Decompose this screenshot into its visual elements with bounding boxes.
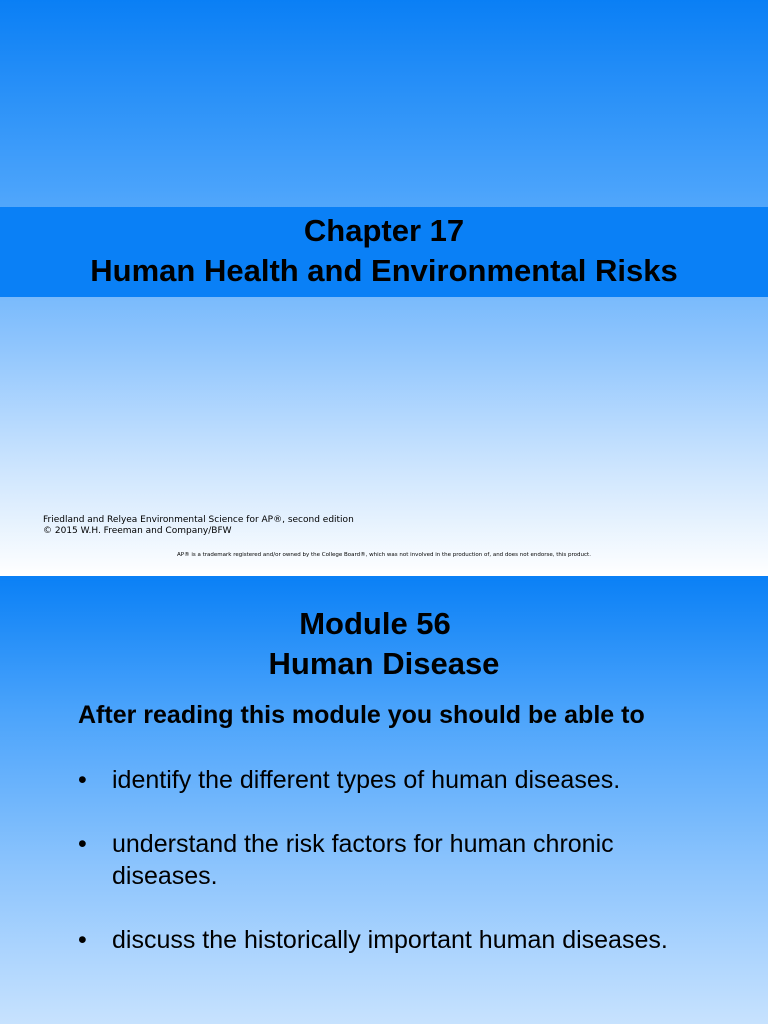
chapter-title: Human Health and Environmental Risks bbox=[90, 253, 678, 288]
textbook-credit: Friedland and Relyea Environmental Science for AP®, second edition bbox=[43, 515, 354, 525]
title-band bbox=[0, 207, 768, 297]
module-slide bbox=[0, 576, 768, 1024]
objective-text: discuss the historically important human diseases. bbox=[112, 926, 668, 954]
objectives-list bbox=[78, 764, 698, 988]
chapter-number: Chapter 17 bbox=[303, 213, 465, 248]
bullet-icon: • bbox=[78, 766, 87, 794]
objective-text: identify the different types of human diseases. bbox=[112, 766, 621, 794]
objective-text: understand the risk factors for human chronic diseases. bbox=[112, 830, 614, 890]
bullet-icon: • bbox=[78, 926, 87, 954]
trademark-notice: AP® is a trademark registered and/or owned by the College Board®, which was not involved in the production of, and does not endorse, this product. bbox=[177, 552, 591, 558]
objective-item bbox=[78, 764, 698, 796]
objective-item bbox=[78, 828, 698, 892]
module-number: Module 56 bbox=[299, 606, 451, 641]
bullet-icon: • bbox=[78, 830, 87, 858]
module-title: Human Disease bbox=[268, 646, 500, 681]
objectives-intro: After reading this module you should be able to bbox=[78, 701, 645, 729]
copyright-notice: © 2015 W.H. Freeman and Company/BFW bbox=[43, 526, 232, 536]
objective-item bbox=[78, 924, 698, 956]
